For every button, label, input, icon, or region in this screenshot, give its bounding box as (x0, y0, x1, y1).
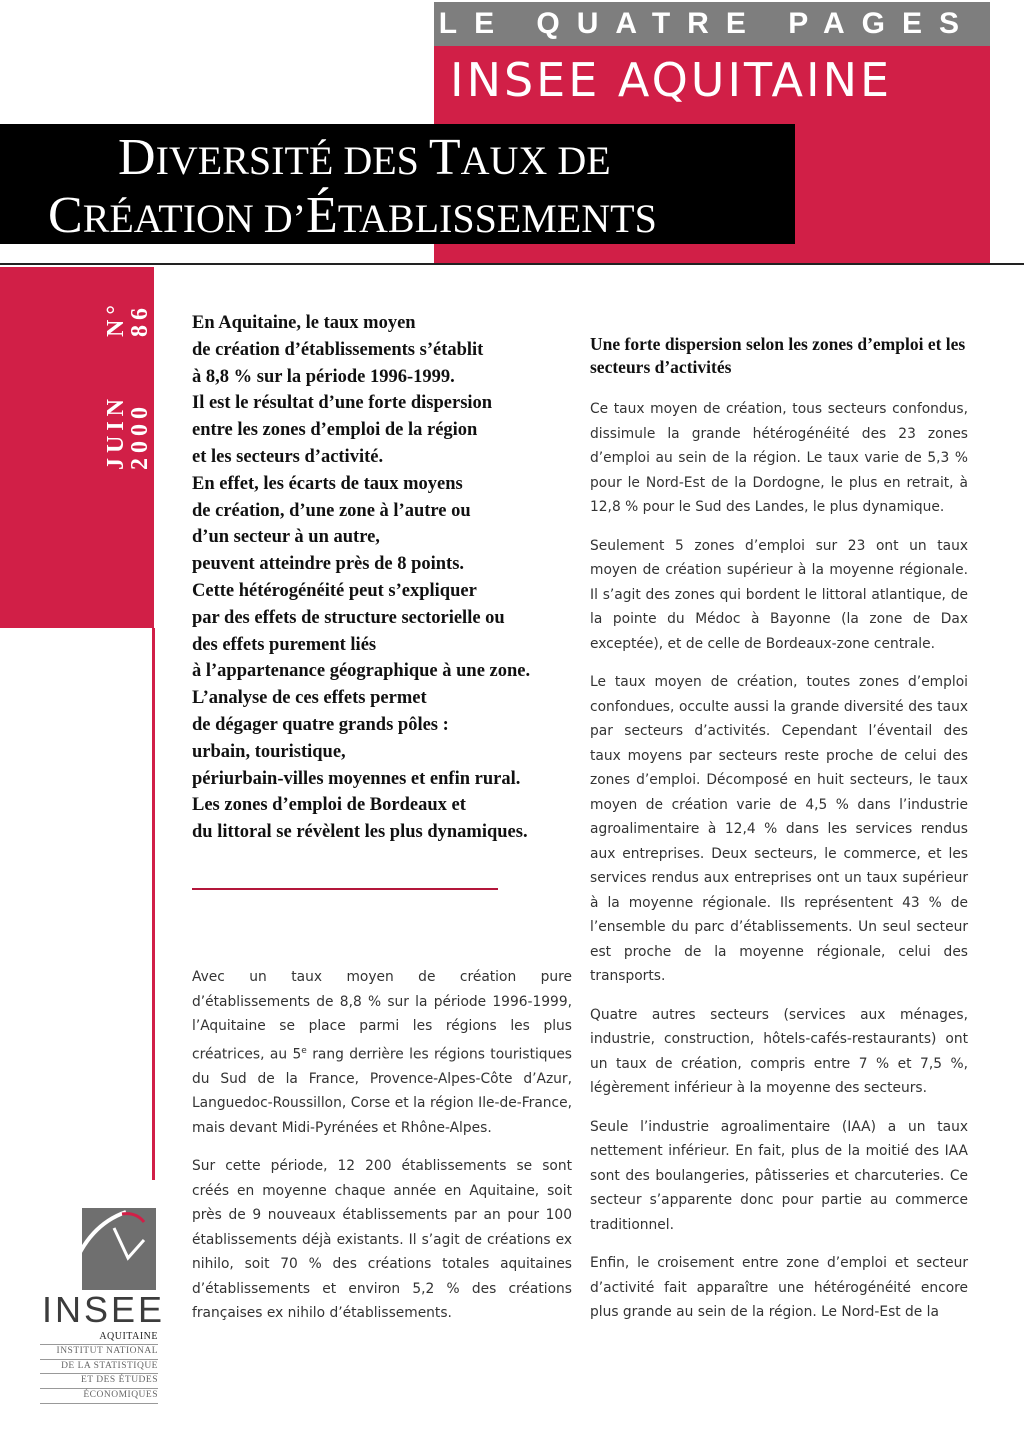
summary-line: par des effets de structure sectorielle ou (192, 607, 505, 628)
margin-rule (152, 628, 155, 1180)
summary-line: L’analyse de ces effets permet (192, 688, 427, 709)
summary-line: En Aquitaine, le taux moyen (192, 313, 416, 333)
summary-line: de création, d’une zone à l’autre ou (192, 500, 471, 521)
summary-line: Il est le résultat d’une forte dispersion (192, 393, 493, 414)
issue-label (100, 270, 156, 470)
summary-line: périurbain-villes moyennes et enfin rural. (192, 768, 521, 789)
summary-line: Cette hétérogénéité peut s’expliquer (192, 580, 477, 601)
body-paragraph: Quatre autres secteurs (services aux ménages, industrie, construction, hôtels-cafés-restaurants) ont un taux de création, compris entre 7 % et 7,5 %, légèrement inférieur à la moyenne des secteurs. (590, 1006, 968, 1096)
page-title-line-2: CRÉATION D’ÉTABLISSEMENTS (48, 187, 657, 244)
body-paragraph: Enfin, le croisement entre zone d’emploi et secteur d’activité fait apparaître une hétérogénéité encore plus grande au sein de la région. Le Nord-Est de la (590, 1255, 968, 1320)
publisher-title: INSEE AQUITAINE (450, 53, 893, 107)
body-paragraph: Seulement 5 zones d’emploi sur 23 ont un taux moyen de création supérieur à la moyenne régionale. Il s’agit des zones qui bordent le littoral atlantique, de la pointe du Médoc à Bayonne (la zone de Dax exceptée), et de celle de Bordeaux-zone centrale. (590, 537, 968, 652)
summary-line: d’un secteur à un autre, (192, 527, 380, 548)
series-banner: LE QUATRE PAGES (434, 2, 990, 46)
summary-line: à l’appartenance géographique à une zone. (192, 661, 531, 682)
summary-line: En effet, les écarts de taux moyens (192, 473, 463, 494)
body-column-left (192, 965, 572, 1340)
summary-line: de création d’établissements s’établit (192, 339, 484, 360)
summary-line: du littoral se révèlent les plus dynamiques. (192, 822, 528, 843)
body-column-right (590, 333, 968, 1339)
issue-number: N° 86 (103, 300, 153, 338)
summary (192, 310, 582, 846)
issue-date: JUIN 2000 (103, 393, 153, 470)
summary-line: entre les zones d’emploi de la région (192, 420, 478, 441)
insee-logo-subtitle: AQUITAINE INSTITUT NATIONAL DE LA STATISTIQUE ET DES ÉTUDES ÉCONOMIQUES (40, 1330, 158, 1404)
summary-line: urbain, touristique, (192, 741, 346, 762)
header-divider (0, 263, 1024, 265)
body-paragraph: Le taux moyen de création, toutes zones d’emploi confondues, occulte aussi la grande diversité des taux par secteurs d’activités. Cependant l’éventail des taux moyens par secteurs reste proche de celui des zones d’emploi. Décomposé en huit secteurs, le taux moyen de création varie de 4,5 % dans l’industrie agroalimentaire à 12,4 % dans les services rendus aux entreprises. Deux secteurs, le commerce, et les services rendus aux entreprises ont un taux supérieur à la moyenne régionale. Ils représentent 43 % de l’ensemble du parc d’établissements. Un seul secteur est proche de la moyenne régionale, celui des transports. (590, 674, 968, 984)
body-paragraph: Avec un taux moyen de création pure d’établissements de 8,8 % sur la période 1996-1999, l’Aquitaine se place parmi les régions les plus créatrices, au 5e rang derrière les régions touristiques du Sud de la France, Provence-Alpes-Côte d’Azur, Languedoc-Roussillon, Corse et la région Ile-de-France, mais devant Midi-Pyrénées et Rhône-Alpes. (192, 969, 572, 1136)
body-paragraph: Sur cette période, 12 200 établissements se sont créés en moyenne chaque année en Aquitaine, soit près de 9 nouveaux établissements par an pour 100 établissements déjà existants. Il s’agit de créations ex nihilo, soit 70 % des créations totales aquitaines d’établissements et environ 5,2 % des créations françaises ex nihilo d’établissements. (192, 1158, 572, 1322)
body-paragraph: Seule l’industrie agroalimentaire (IAA) a un taux nettement inférieur. En fait, plus de la moitié des IAA sont des boulangeries, pâtisseries et charcuteries. Ce secteur s’apparente donc pour partie au commerce traditionnel. (590, 1118, 968, 1233)
summary-line: des effets purement liés (192, 634, 377, 655)
summary-line: à 8,8 % sur la période 1996-1999. (192, 366, 455, 387)
insee-logo-word: INSEE (42, 1289, 166, 1330)
summary-line: de dégager quatre grands pôles : (192, 714, 449, 735)
page-title-line-1: DIVERSITÉ DES TAUX DE (118, 129, 611, 186)
summary-divider (192, 888, 498, 890)
summary-line: Les zones d’emploi de Bordeaux et (192, 795, 466, 816)
body-paragraph: Ce taux moyen de création, tous secteurs confondus, dissimule la grande hétérogénéité des 23 zones d’emploi au sein de la région. Le taux varie de 5,3 % pour le Nord-Est de la Dordogne, le plus en retrait, à 12,8 % pour le Sud des Landes, le plus dynamique. (590, 401, 968, 515)
summary-line: et les secteurs d’activité. (192, 446, 384, 467)
section-heading: Une forte dispersion selon les zones d’emploi et les secteurs d’activités (590, 334, 966, 377)
insee-logo-icon (66, 1206, 162, 1292)
summary-line: peuvent atteindre près de 8 points. (192, 554, 465, 575)
